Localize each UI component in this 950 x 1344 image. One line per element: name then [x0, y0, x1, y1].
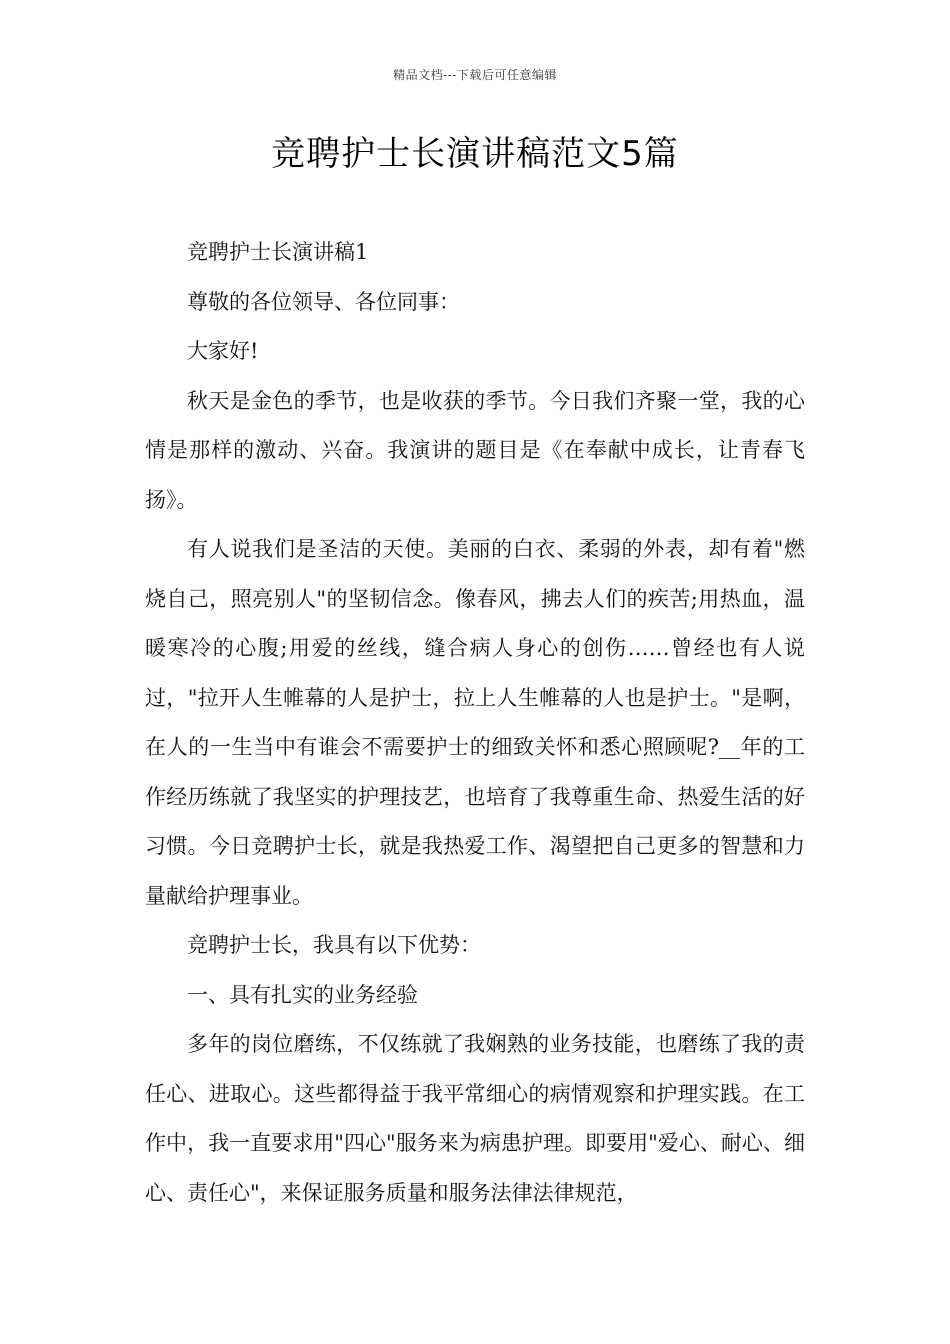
advantages-intro: 竞聘护士长，我具有以下优势： — [187, 933, 481, 957]
document-body — [145, 228, 805, 1218]
section-heading-1: 一、具有扎实的业务经验 — [187, 982, 418, 1007]
greeting: 大家好! — [187, 339, 259, 363]
salutation: 尊敬的各位领导、各位同事： — [187, 289, 460, 314]
paragraph-angels: 有人说我们是圣洁的天使。美丽的白衣、柔弱的外表，却有着"燃烧自己，照亮别人"的坚韧信念。像春风，拂去人们的疾苦;用热血，温暖寒冷的心腹;用爱的丝线，缝合病人身心的创伤……曾经也有人说过，"拉开人生帷幕的人是护士，拉上人生帷幕的人也是护士。"是啊，在人的一生当中有谁会不需要护士的细致关怀和悉心照顾呢?__年的工作经历练就了我坚实的护理技艺，也培育了我尊重生命、热爱生活的好习惯。今日竞聘护士长，就是我热爱工作、渴望把自己更多的智慧和力量献给护理事业。 — [145, 537, 805, 908]
document-title: 竞聘护士长演讲稿范文5篇 — [271, 134, 679, 174]
paragraph-experience: 多年的岗位磨练，不仅练就了我娴熟的业务技能，也磨练了我的责任心、进取心。这些都得益于我平常细心的病情观察和护理实践。在工作中，我一直要求用"四心"服务来为病患护理。即要用"爱心、耐心、细心、责任心"，来保证服务质量和服务法律法律规范， — [145, 1032, 805, 1205]
header-note: 精品文档---下载后可任意编辑 — [393, 68, 557, 82]
paragraph-intro: 秋天是金色的季节，也是收获的季节。今日我们齐聚一堂，我的心情是那样的激动、兴奋。我演讲的题目是《在奉献中成长，让青春飞扬》。 — [145, 388, 805, 512]
speech-heading: 竞聘护士长演讲稿1 — [187, 240, 369, 264]
